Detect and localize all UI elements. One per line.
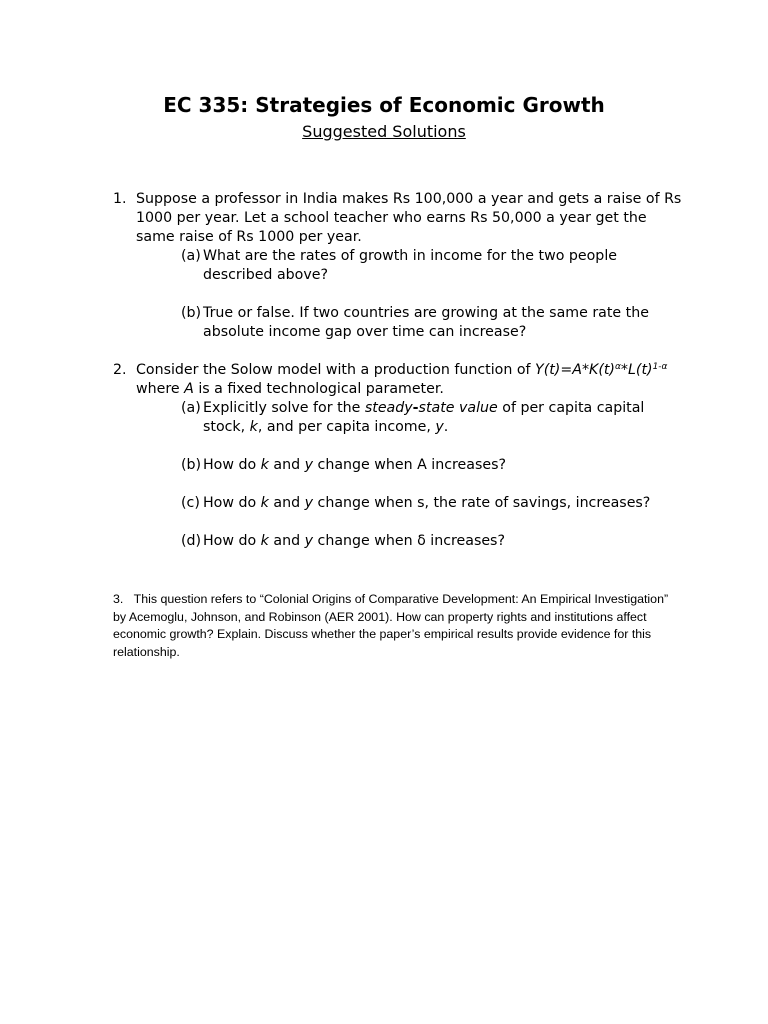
question-1b-label: (b)	[181, 305, 202, 321]
question-2-number: 2.	[113, 362, 127, 378]
page-title: EC 335: Strategies of Economic Growth	[163, 93, 605, 117]
production-function: Y(t)=A*K(t)	[535, 362, 615, 378]
question-2	[113, 361, 683, 551]
question-2d-text: How do k and y change when δ increases?	[203, 533, 505, 549]
question-2b-label: (b)	[181, 457, 202, 473]
question-2a-text: Explicitly solve for the steady-state value of per capita capital stock, k, and per capita income, y.	[203, 400, 645, 435]
question-2a-label: (a)	[181, 400, 201, 416]
question-2d-label: (d)	[181, 533, 202, 549]
question-3-text: This question refers to “Colonial Origins of Comparative Development: An Empirical Investigation” by Acemoglu, Johnson, and Robinson (AER 2001). How can property rights and institutions affect economic growth? Explain. Discuss whether the paper’s empirical results provide evidence for this relationship.	[113, 592, 669, 659]
question-2-text: Consider the Solow model with a production function of $Y(t)=A*K(t)^\alpha*L(t)^{1-\alpha}$	[136, 362, 668, 378]
question-2a	[181, 399, 683, 437]
page-subtitle: Suggested Solutions	[302, 122, 466, 141]
question-2b	[181, 456, 683, 475]
question-1	[113, 190, 683, 342]
question-1b	[181, 304, 683, 342]
question-2c-label: (c)	[181, 495, 200, 511]
question-2b-text: How do k and y change when A increases?	[203, 457, 507, 473]
question-1a-text: What are the rates of growth in income for the two people described above?	[203, 248, 617, 283]
question-3	[113, 591, 683, 661]
question-1a-label: (a)	[181, 248, 201, 264]
question-2c-text: How do k and y change when s, the rate of savings, increases?	[203, 495, 651, 511]
question-1-text: Suppose a professor in India makes Rs 100,000 a year and gets a raise of Rs 1000 per year. Let a school teacher who earns Rs 50,000 a year get the same raise of Rs 1000 per year.	[136, 191, 682, 245]
question-1b-text: True or false. If two countries are growing at the same rate the absolute income gap over time can increase?	[203, 305, 649, 340]
question-2c	[181, 494, 683, 513]
question-1-number: 1.	[113, 191, 127, 207]
question-3-number: 3.	[113, 592, 124, 606]
question-1a	[181, 247, 683, 285]
question-2-text-line2: where A is a fixed technological parameter.	[136, 381, 444, 397]
question-2d	[181, 532, 683, 551]
